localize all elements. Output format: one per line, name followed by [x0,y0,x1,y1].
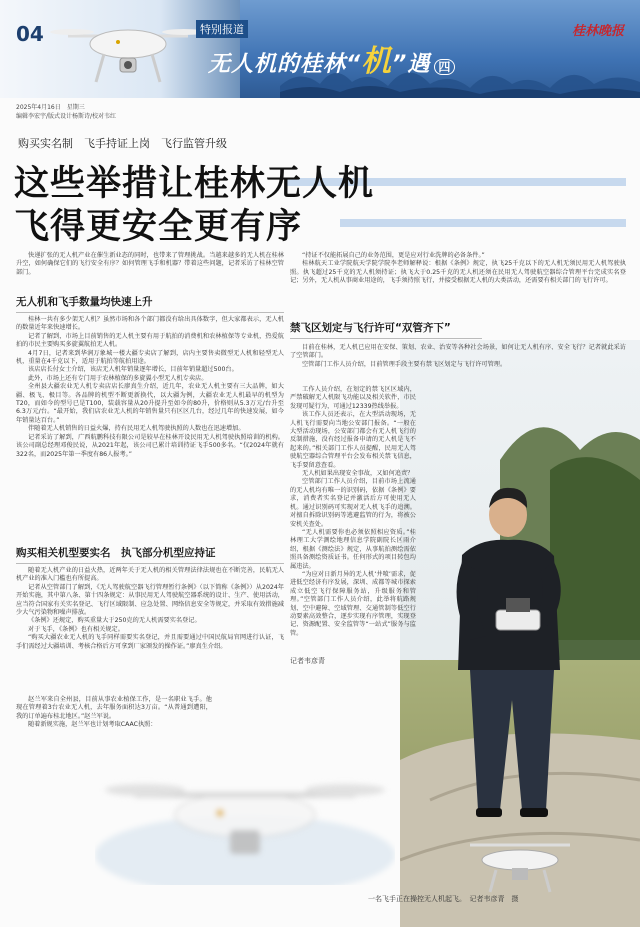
byline: 记者韦彦青 [290,657,325,665]
article-title-line1: 这些举措让桂林无人机 [14,164,375,204]
editor-line: 编辑李宏宇/版式设计杨斯诗/校对韦红 [16,113,117,120]
date-line: 2025年4月16日 星期三 [16,104,85,111]
lead-paragraph [16,252,284,277]
series-title-post: ”遇 [392,52,431,77]
header-banner [0,0,640,98]
paragraph: 随着新规实施，赵兰军也计划考取CAAC执照： [28,721,157,729]
page-number: 04 [16,22,44,46]
section1-body [16,316,284,459]
series-title [208,36,455,80]
paragraph: 空管部门工作人员介绍，目前市场上流通的无人机均有唯一的识别码，依据《条例》要求，消费者实名登记并激活后方可使用无人机。通过识别码可实现对无人机飞手的追溯。对擅自拆除识别码等逃避监管的行为，将被公安机关查处。 [290,478,416,528]
paragraph: 记者了解到，市场上目前销售的无人机主要有用于航拍的消费机和农林植保等专业机，热爱航拍的市民主要购买多旋翼航拍无人机。 [16,332,284,349]
paragraph: 记者采访了解到，广西航鹏科技有限公司是较早在桂林开设民用无人机驾驶执照培训的机构。该公司副总经理邓俊民说，从2021年起，该公司已累计培训持证飞手500多名。“仅2024年就有322名，而2025年第一季度有86人报考。” [16,433,284,458]
photo-caption: 一名飞手正在操控无人机起飞。 记者韦彦青 摄 [368,895,519,903]
paper-logo: 桂林晚报 [571,24,624,39]
section2-body [16,567,284,651]
paragraph: 桂林航天工业学院航天学院学院李老师解释说：根据《条例》规定，执飞25千克以下的无人机无须民用无人机驾驶执照。执飞超过25千克的无人机须持证；执飞大于0.25千克的无人机还须在民用无人驾驶航空器综合管理平台完成实名登记；另外，无人机从事商业用途的，飞手须持照飞行，并接受根据无人机的大类活动，还需要有相关部门的飞行许可。 [290,260,626,285]
paragraph: 赵兰军来自全州县，目前从事农业植保工作，是一名职业飞手。他现在管理着3台农业无人机，去年服务面积达3万亩。“从普通到遭阳，我的订单遍布桂北地区。”赵兰军说。 [16,696,212,720]
paragraph: “为应对日新月异的无人机‘井喷’需求，促进低空经济有序发展，深圳、成都等城市探索成立低空飞行保障服务站，升级服务和管理。”空管部门工作人员介绍，此举将航路规划、空中避障、空域管理、交通管制等低空行动要素高效整合，逐步实现有序管理，实现登记、资源配置、安全监管等“一站式”服务与监管。 [290,570,416,637]
section3-body-wide [290,344,626,369]
series-title-pre: 无人机的桂林“ [208,52,362,77]
paragraph: 工作人员介绍，在划定的禁飞区区域内，严禁破解无人机限飞功能以及相关软件，市民发现可疑行为，可通过12339热线举报。 [290,386,416,410]
paragraph: “无人机需要你也必须依照相应资质。”桂林理工大学测绘地理信息学院副院长区雨介绍，根据《测绘法》规定，从事航拍测绘需依照具备测绘资质证书。任何形式的项目转包均属违法。 [290,528,416,570]
paragraph: 桂林一共有多少架无人机？虽然市场和各个部门都没有给出具体数字，但大家都表示，无人机的数量近年来快速增长。 [16,316,284,332]
paragraph: 《条例》还规定，购买重量大于250克的无人机需要实名登记。 [28,617,201,625]
paragraph: 随着无人机产业的日益火热，近两年关于无人机的相关管理法律法规也在不断完善，民航无人机产业的准入门槛也有所提高。 [16,567,284,583]
section-tag: 特别报道 [196,20,248,38]
paragraph: 伴随着无人机销售的日益火爆，持有民用无人机驾驶执照的人数也在迅速增加。 [28,425,245,433]
paragraph: 4月7日，记者来到华润万象城一楼大疆专卖店了解到，店内主要售卖微型无人机和轻型无人机，重量在4千克以下，适用于航拍等航拍用途。 [16,349,284,366]
pilot-photo [400,340,640,927]
column2-continuation [290,252,626,286]
paragraph: 该工作人员还表示，在大型活动现场，无人机飞行需要向当地公安部门报备。“一般在大型活动现场，公安部门都会有无人机飞行的反制措施，没有经过报备申请的无人机是飞不起来的。”相关部门工作人员提醒，民用无人驾驶航空器综合管理平台会发布相关禁飞信息，飞手要留意查看。 [290,411,416,469]
paragraph: 空管部门工作人员介绍，目前管理手段主要有禁飞区划定与飞行许可管理。 [302,360,507,368]
paragraph: 全州县大疆农业无人机专卖店店长廖真生介绍，近几年，农业无人机主要有三大品牌，如大疆、极飞、极目等。各品牌的机型不断更新换代，以大疆为例，大疆农业无人机最早的机型为T20，而如今的型号已是T100，装载容量从20升提升至如今的80升，价格则从5.3万元/台升至6.3万元/台。“最开始，我们店农业无人机的年销售量只有区区几台，经过几年的快速发展，如今年销量达百台。” [16,383,284,424]
paragraph: 对于飞手，《条例》也有相关规定。 [28,625,124,633]
article-title-line2: 飞得更安全更有序 [14,207,303,247]
lead-text: 快递扩张的无人机产业在催生新业态的同时，也带来了管理挑战。当越来越多的无人机在桂林升空，如何确保它们的飞行安全有序？如何管理飞手和机器？带着这些问题，记者采访了桂林空管部门。 [16,252,284,276]
article-kicker: 购买实名制 飞手持证上岗 飞行监管升级 [18,137,227,150]
title-highlight-bar [340,219,626,227]
drone-photo-illustration [95,735,395,885]
photo-scene [400,340,640,927]
paragraph: “持证不仅能拓展自己的业务范围，更是应对行业洗牌的必备条件。” [302,252,485,259]
section-heading-3: 禁飞区划定与飞行许可“双管齐下” [290,320,482,339]
paragraph: 记者从空管部门了解到，《无人驾驶航空器飞行管理暂行条例》（以下简称《条例》）从2024年开始实施，其中第八条、第十四条规定：从事民用无人驾驶航空器系统的设计、生产、使用活动，应当符合国家有关实名登记、飞行区域限制、应急处置、网络信息安全等规定，并采取有效措施减少大气污染物和噪声排放。 [16,583,284,617]
section-heading-2: 购买相关机型要实名 执飞部分机型应持证 [16,545,284,564]
paragraph: 此外，市场上还有专门用于农林植保的多旋翼小型无人机专卖店。 [28,374,208,382]
drone-icon [48,14,208,94]
paragraph: 该店店长付女士介绍，该店无人机年销量逐年增长，目前年销量超过500台。 [28,366,238,374]
section-heading-1: 无人机和飞手数量均快速上升 [16,294,284,313]
series-number: 四 [434,59,455,75]
paragraph: “购买大疆农业无人机的飞手同样需要实名登记，并且需要通过中国民航局官网进行认证，飞手们需经过大疆培训、考核合格后方可拿到厂家颁发的操作证。”廖真生介绍。 [16,634,284,650]
paragraph: 目前在桂林，无人机已应用在安保、策划、农业、治安等各种社会场景，如何让无人机有序、安全飞行？记者就此采访了空管部门。 [290,344,626,360]
series-title-emphasis: 机 [361,44,393,79]
section3-body-narrow [290,386,416,638]
section2-body-narrow [16,696,212,730]
paragraph: 无人机如果出现安全事故，又如何追责？ [302,470,414,478]
